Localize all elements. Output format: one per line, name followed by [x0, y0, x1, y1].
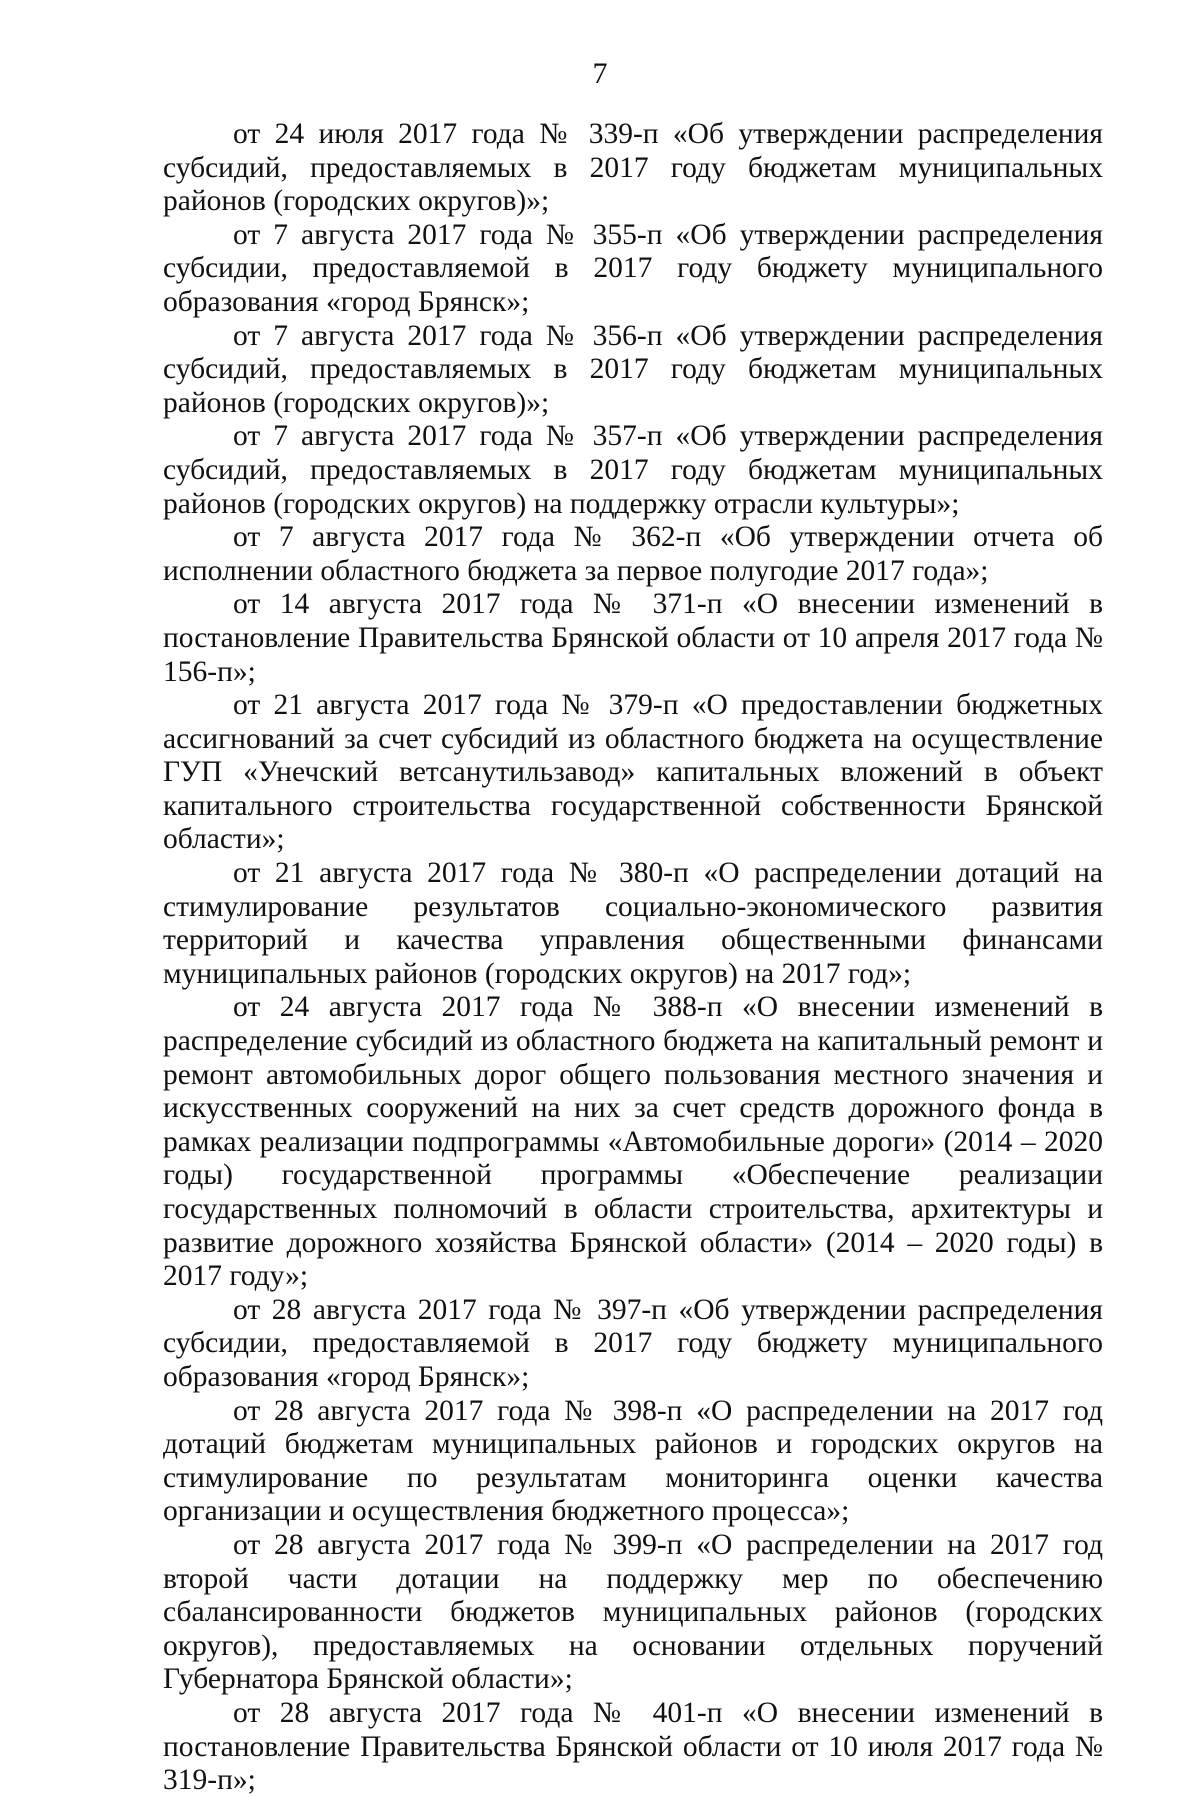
document-body: [163, 118, 1103, 1798]
paragraph-resolution-357: от 7 августа 2017 года № 357-п «Об утверждении распределения субсидий, предоставляемых в 2017 году бюджетам муниципальных районов (городских округов) на поддержку отрасли культуры»;: [163, 420, 1103, 520]
paragraph-resolution-401: от 28 августа 2017 года № 401-п «О внесении изменений в постановление Правительства Брянской области от 10 июля 2017 года № 319-п»;: [163, 1696, 1103, 1797]
paragraph-resolution-371: от 14 августа 2017 года № 371-п «О внесении изменений в постановление Правительства Брянской области от 10 апреля 2017 года № 156-п»;: [163, 588, 1103, 688]
paragraph-resolution-355: от 7 августа 2017 года № 355-п «Об утверждении распределения субсидии, предоставляемой в 2017 году бюджету муниципального образования «город Брянск»;: [163, 218, 1103, 318]
paragraph-resolution-388: от 24 августа 2017 года № 388-п «О внесении изменений в распределение субсидий из областного бюджета на капитальный ремонт и ремонт автомобильных дорог общего пользования местного значения и искусственных сооружений на них за счет средств дорожного фонда в рамках реализации подпрограммы «Автомобильные дороги» (2014 – 2020 годы) государственной программы «Обеспечение реализации государственных полномочий в области строительства, архитектуры и развитие дорожного хозяйства Брянской области» (2014 – 2020 годы) в 2017 году»;: [163, 991, 1103, 1293]
paragraph-resolution-379: от 21 августа 2017 года № 379-п «О предоставлении бюджетных ассигнований за счет субсидий из областного бюджета на осуществление ГУП «Унечский ветсанутильзавод» капитальных вложений в объект капитального строительства государственной собственности Брянской области»;: [163, 689, 1103, 856]
paragraph-resolution-362: от 7 августа 2017 года № 362-п «Об утверждении отчета об исполнении областного бюджета за первое полугодие 2017 года»;: [163, 521, 1103, 587]
paragraph-resolution-380: от 21 августа 2017 года № 380-п «О распределении дотаций на стимулирование результатов социально-экономического развития территорий и качества управления общественными финансами муниципальных районов (городских округов) на 2017 год»;: [163, 857, 1103, 990]
paragraph-resolution-339: от 24 июля 2017 года № 339-п «Об утверждении распределения субсидий, предоставляемых в 2017 году бюджетам муниципальных районов (городских округов)»;: [163, 118, 1103, 218]
paragraph-resolution-356: от 7 августа 2017 года № 356-п «Об утверждении распределения субсидий, предоставляемых в 2017 году бюджетам муниципальных районов (городских округов)»;: [163, 319, 1103, 419]
page-number: 7: [592, 57, 608, 90]
paragraph-resolution-398: от 28 августа 2017 года № 398-п «О распределении на 2017 год дотаций бюджетам муниципальных районов и городских округов на стимулирование по результатам мониторинга оценки качества организации и осуществления бюджетного процесса»;: [163, 1394, 1103, 1528]
paragraph-resolution-399: от 28 августа 2017 года № 399-п «О распределении на 2017 год второй части дотации на поддержку мер по обеспечению сбалансированности бюджетов муниципальных районов (городских округов), предоставляемых на основании отдельных поручений Губернатора Брянской области»;: [163, 1528, 1103, 1696]
paragraph-resolution-397: от 28 августа 2017 года № 397-п «Об утверждении распределения субсидии, предоставляемой в 2017 году бюджету муниципального образования «город Брянск»;: [163, 1293, 1103, 1393]
